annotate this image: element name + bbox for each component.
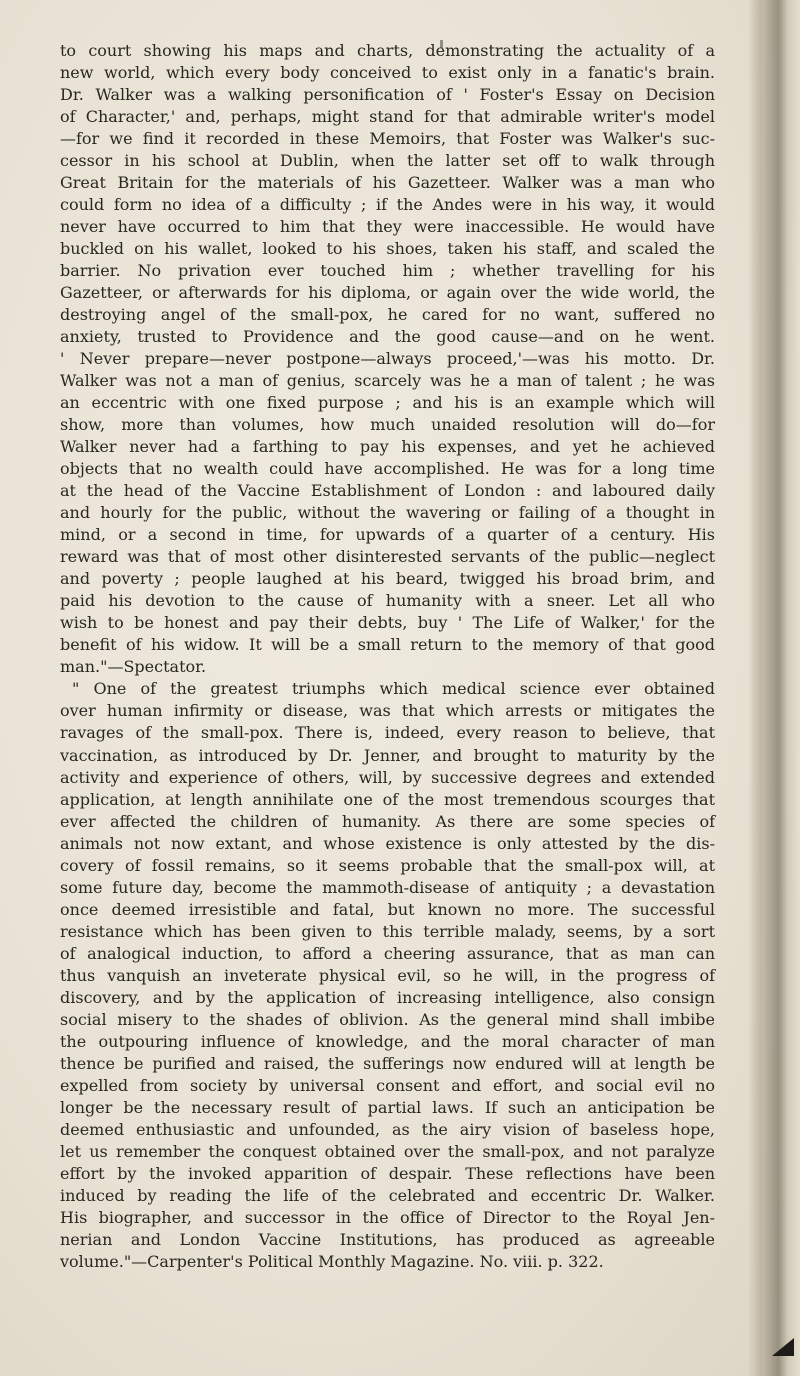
text-line: animals not now extant, and whose existence is only attested by the dis- bbox=[60, 833, 715, 853]
text-line: volume."—Carpenter's Political Monthly Magazine. No. viii. p. 322. bbox=[60, 1251, 604, 1271]
text-line: Walker was not a man of genius, scarcely was he a man of talent ; he was bbox=[60, 371, 715, 391]
text-line: reward was that of most other disinterested servants of the public—neglect bbox=[60, 547, 715, 567]
body-text bbox=[60, 40, 715, 1273]
text-line: cessor in his school at Dublin, when the latter set off to walk through bbox=[60, 151, 715, 171]
text-line: benefit of his widow. It will be a small return to the memory of that good bbox=[60, 635, 715, 655]
text-line: never have occurred to him that they were inaccessible. He would have bbox=[60, 217, 715, 237]
text-line: discovery, and by the application of increasing intelligence, also consign bbox=[60, 987, 715, 1007]
text-line: over human infirmity or disease, was that which arrests or mitigates the bbox=[60, 701, 715, 721]
text-line: of analogical induction, to afford a cheering assurance, that as man can bbox=[60, 943, 715, 963]
text-line: His biographer, and successor in the office of Director to the Royal Jen- bbox=[60, 1207, 715, 1227]
text-line: man."—Spectator. bbox=[60, 657, 207, 677]
text-line: ravages of the small-pox. There is, indeed, every reason to believe, that bbox=[60, 723, 715, 743]
text-line: effort by the invoked apparition of despair. These reflections have been bbox=[60, 1163, 715, 1183]
text-line: application, at length annihilate one of the most tremendous scourges that bbox=[60, 789, 715, 809]
text-line: nerian and London Vaccine Institutions, has produced as agreeable bbox=[60, 1229, 715, 1249]
text-line: expelled from society by universal consent and effort, and social evil no bbox=[60, 1075, 715, 1095]
text-line: thence be purified and raised, the sufferings now endured will at length be bbox=[60, 1053, 715, 1073]
text-line: ever affected the children of humanity. As there are some species of bbox=[60, 811, 715, 831]
text-line: anxiety, trusted to Providence and the good cause—and on he went. bbox=[60, 327, 715, 347]
text-line: Gazetteer, or afterwards for his diploma, or again over the wide world, the bbox=[60, 283, 715, 303]
text-line: could form no idea of a difficulty ; if the Andes were in his way, it would bbox=[60, 195, 715, 215]
text-line: of Character,' and, perhaps, might stand for that admirable writer's model bbox=[60, 107, 715, 127]
text-line: and poverty ; people laughed at his beard, twigged his broad brim, and bbox=[60, 569, 715, 589]
text-line: objects that no wealth could have accomplished. He was for a long time bbox=[60, 459, 715, 479]
text-line: let us remember the conquest obtained over the small-pox, and not paralyze bbox=[60, 1141, 715, 1161]
text-line: mind, or a second in time, for upwards of a quarter of a century. His bbox=[60, 525, 715, 545]
text-line: new world, which every body conceived to exist only in a fanatic's brain. bbox=[60, 63, 715, 83]
text-line: once deemed irresistible and fatal, but known no more. The successful bbox=[60, 899, 715, 919]
text-line: wish to be honest and pay their debts, buy ' The Life of Walker,' for the bbox=[60, 613, 715, 633]
text-line: resistance which has been given to this terrible malady, seems, by a sort bbox=[60, 921, 715, 941]
book-binding-edge bbox=[752, 0, 800, 1376]
text-line: destroying angel of the small-pox, he cared for no want, suffered no bbox=[60, 305, 715, 325]
text-line: vaccination, as introduced by Dr. Jenner, and brought to maturity by the bbox=[60, 745, 715, 765]
text-line: buckled on his wallet, looked to his shoes, taken his staff, and scaled the bbox=[60, 239, 715, 259]
text-line: barrier. No privation ever touched him ; whether travelling for his bbox=[60, 261, 715, 281]
text-line: " One of the greatest triumphs which medical science ever obtained bbox=[72, 679, 715, 699]
text-line: Dr. Walker was a walking personification of ' Foster's Essay on Decision bbox=[60, 85, 715, 105]
text-line: deemed enthusiastic and unfounded, as the airy vision of baseless hope, bbox=[60, 1119, 715, 1139]
text-line: to court showing his maps and charts, demonstrating the actuality of a bbox=[60, 41, 715, 60]
text-line: social misery to the shades of oblivion. As the general mind shall imbibe bbox=[60, 1009, 715, 1029]
text-line: —for we find it recorded in these Memoirs, that Foster was Walker's suc- bbox=[60, 129, 715, 149]
text-line: thus vanquish an inveterate physical evil, so he will, in the progress of bbox=[60, 965, 715, 985]
text-line: Walker never had a farthing to pay his expenses, and yet he achieved bbox=[60, 437, 715, 457]
text-line: longer be the necessary result of partial laws. If such an anticipation be bbox=[60, 1097, 715, 1117]
text-line: show, more than volumes, how much unaided resolution will do—for bbox=[60, 415, 715, 435]
text-line: the outpouring influence of knowledge, and the moral character of man bbox=[60, 1031, 715, 1051]
text-line: and hourly for the public, without the wavering or failing of a thought in bbox=[60, 503, 715, 523]
text-line: Great Britain for the materials of his Gazetteer. Walker was a man who bbox=[60, 173, 715, 193]
text-line: some future day, become the mammoth-disease of antiquity ; a devastation bbox=[60, 877, 715, 897]
text-line: induced by reading the life of the celebrated and eccentric Dr. Walker. bbox=[60, 1185, 715, 1205]
text-line: ' Never prepare—never postpone—always proceed,'—was his motto. Dr. bbox=[60, 349, 715, 369]
text-line: paid his devotion to the cause of humanity with a sneer. Let all who bbox=[60, 591, 715, 611]
text-line: at the head of the Vaccine Establishment of London : and laboured daily bbox=[60, 481, 715, 501]
text-line: an eccentric with one fixed purpose ; and his is an example which will bbox=[60, 393, 715, 413]
text-line: covery of fossil remains, so it seems probable that the small-pox will, at bbox=[60, 855, 715, 875]
text-line: activity and experience of others, will, by successive degrees and extended bbox=[60, 767, 715, 787]
